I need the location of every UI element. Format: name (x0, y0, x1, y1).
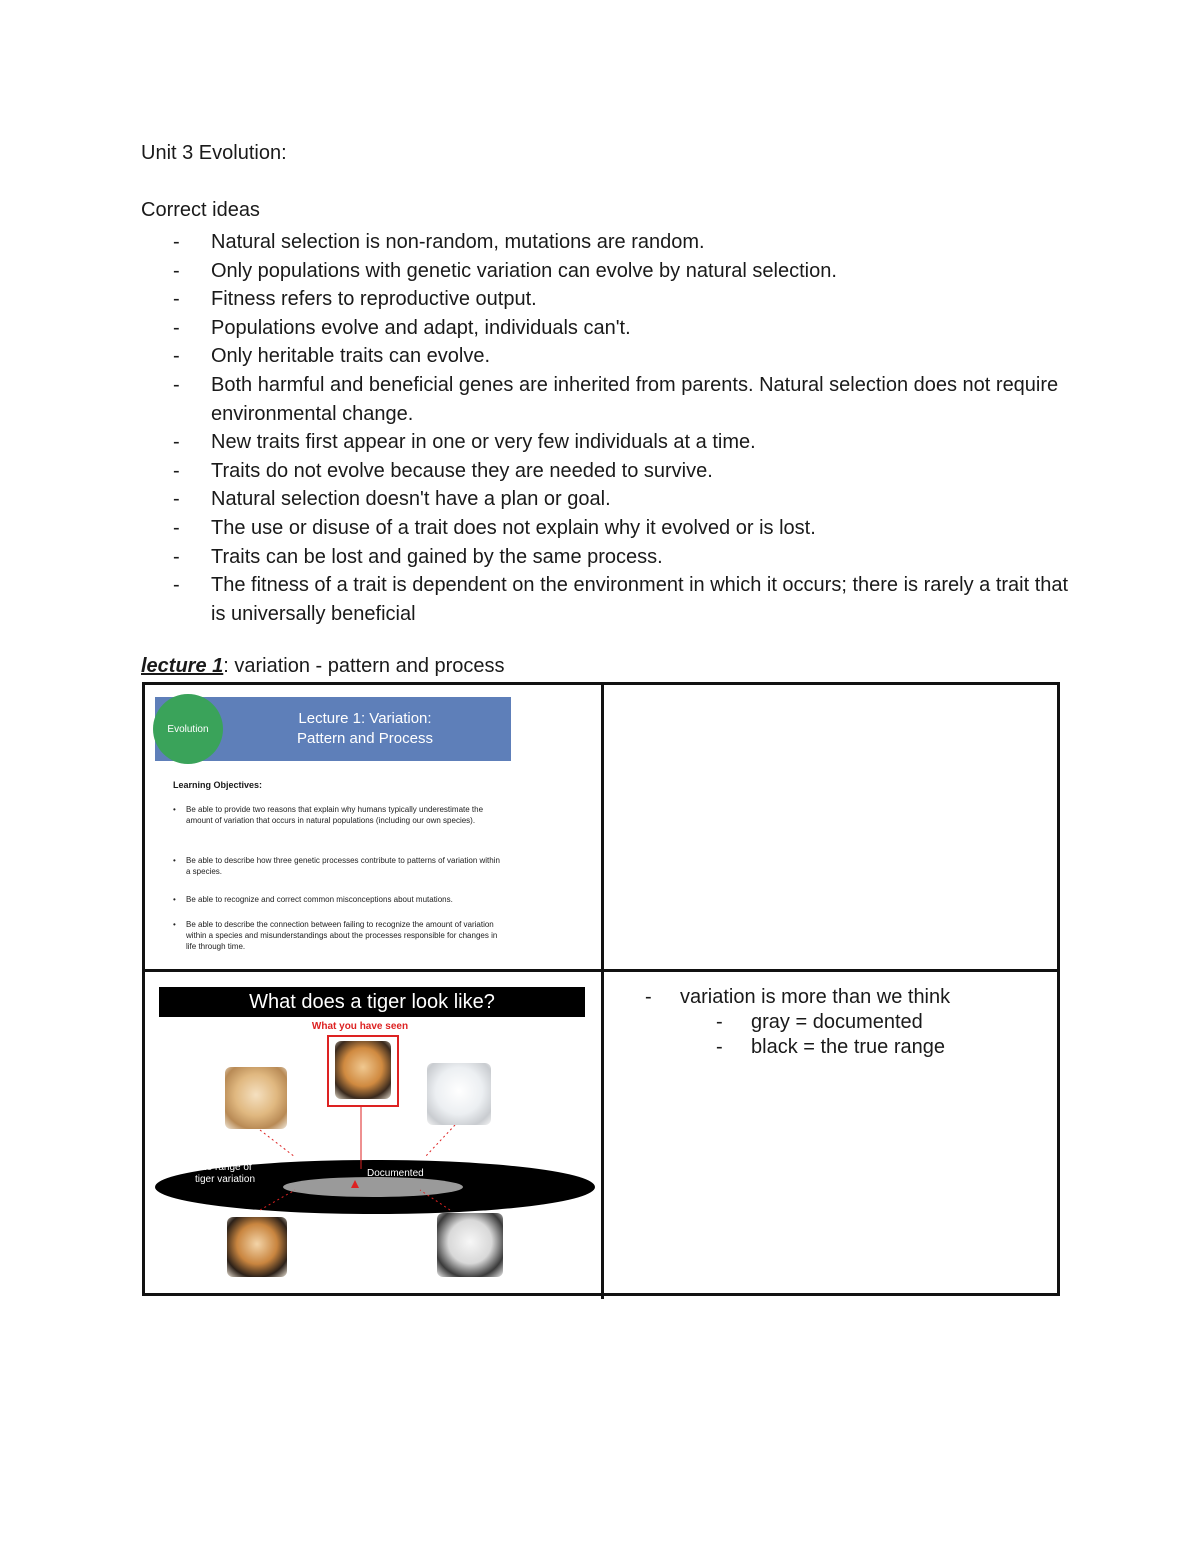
list-item: - Traits can be lost and gained by the same process. (173, 545, 663, 568)
note-subitem: - gray = documented (716, 1011, 923, 1033)
lecture-heading (141, 655, 505, 678)
slide-title: Lecture 1: Variation: Pattern and Process (297, 710, 433, 747)
slide-tiger-variation (155, 985, 595, 1285)
table-row-divider (145, 969, 1057, 972)
list-item: - Natural selection doesn't have a plan or goal. (173, 488, 611, 511)
objective-item: • Be able to recognize and correct common misconceptions about mutations. (173, 895, 453, 904)
list-item: - Populations evolve and adapt, individuals can't. (173, 316, 631, 339)
list-item: - Both harmful and beneficial genes are inherited from parents. Natural selection does not require environmental change. (173, 373, 1059, 425)
objective-item: • Be able to describe how three genetic processes contribute to patterns of variation within a species. (173, 856, 500, 876)
list-item: - Natural selection is non-random, mutations are random. (173, 231, 705, 253)
correct-ideas-heading: Correct ideas (141, 199, 260, 221)
list-item: - Only heritable traits can evolve. (173, 345, 491, 368)
correct-ideas-list (141, 228, 1071, 628)
tiger-photo-white-striped (437, 1213, 503, 1277)
list-item: - The use or disuse of a trait does not explain why it evolved or is lost. (173, 516, 816, 539)
evolution-badge: Evolution (153, 694, 223, 764)
lecture-subtitle: : variation - pattern and process (223, 655, 505, 677)
seen-tiger-frame (327, 1035, 399, 1107)
list-item: - Fitness refers to reproductive output. (173, 288, 537, 311)
connector-lines (155, 985, 595, 1285)
tiger-photo-snow-white (427, 1063, 491, 1125)
lecture-label: lecture 1 (141, 655, 224, 677)
tiger-photo-bengal (227, 1217, 287, 1277)
slide-heading: What does a tiger look like? (159, 987, 585, 1017)
note-item: - variation is more than we think (645, 986, 951, 1008)
objective-item: • Be able to provide two reasons that explain why humans typically underestimate the amount of variation that occurs in natural populations (including our own species). (173, 805, 484, 825)
true-range-label: true range of tiger variation (195, 1162, 256, 1185)
tiger-photo-orange (335, 1041, 391, 1099)
list-item: - Only populations with genetic variation can evolve by natural selection. (173, 259, 837, 282)
documented-label: Documented (367, 1168, 424, 1179)
list-item: - New traits first appear in one or very few individuals at a time. (173, 431, 756, 454)
note-subitem: - black = the true range (716, 1036, 946, 1058)
tiger-photo-golden (225, 1067, 287, 1129)
objective-item: • Be able to describe the connection between failing to recognize the amount of variation within a species and misunderstandings about the processes responsible for changes in life through time. (173, 920, 498, 951)
learning-objectives-heading: Learning Objectives: (173, 780, 263, 790)
table-bottom-border (145, 1293, 1057, 1296)
document-title: Unit 3 Evolution: (141, 142, 287, 164)
slide-lecture-title (155, 697, 515, 962)
list-item: - The fitness of a trait is dependent on the environment in which it occurs; there is rarely a trait that is universally beneficial (173, 574, 1069, 625)
notes-table (142, 682, 1060, 1296)
table-column-divider (601, 685, 604, 1299)
list-item: - Traits do not evolve because they are needed to survive. (173, 459, 713, 482)
seen-label: What you have seen (311, 1021, 409, 1032)
notes-cell (645, 985, 950, 1060)
